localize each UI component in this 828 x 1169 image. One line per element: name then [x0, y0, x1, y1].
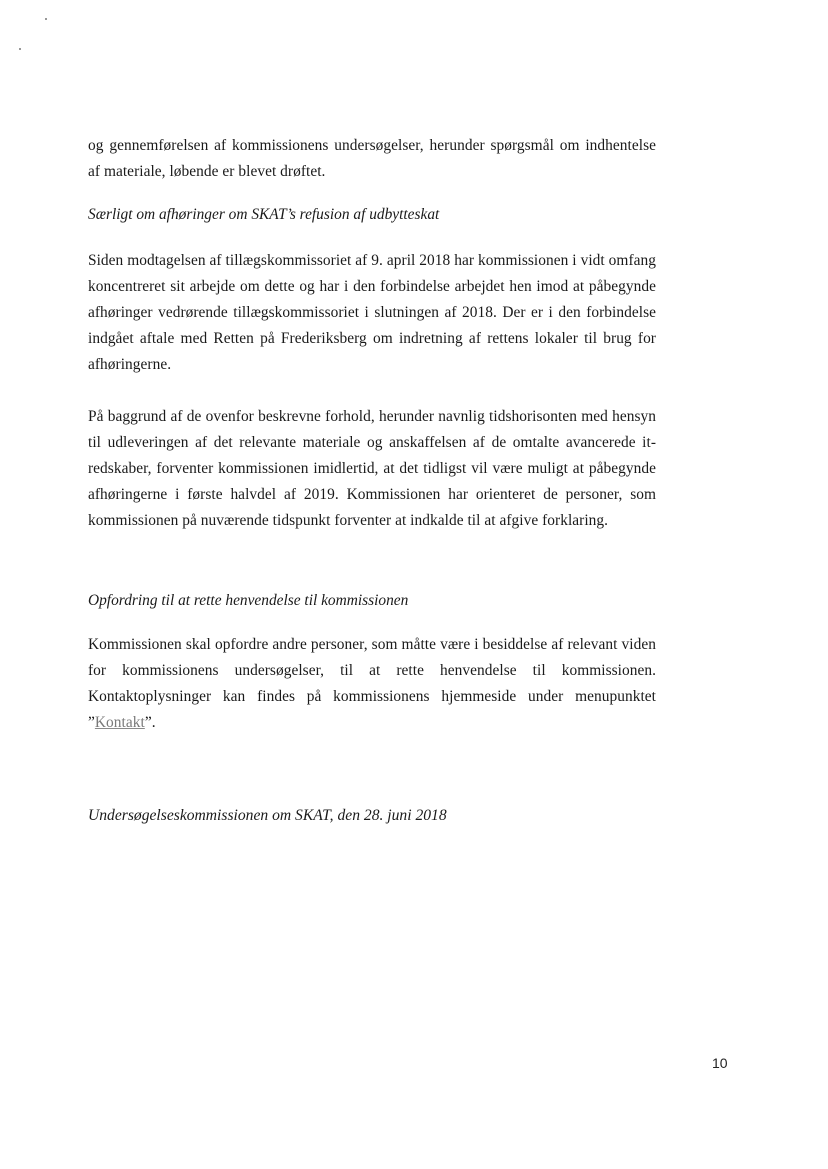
- section-heading-opfordring: Opfordring til at rette henvendelse til kommissionen: [88, 592, 409, 609]
- contact-link[interactable]: Kontakt: [94, 714, 145, 731]
- signature-line: Undersøgelseskommissionen om SKAT, den 28. juni 2018: [88, 807, 447, 824]
- paragraph-opfordring: [88, 632, 656, 736]
- paragraph-continued: og gennemførelsen af kommissionens undersøgelser, herunder spørgsmål om indhentelse af materiale, løbende er blevet drøftet.: [88, 137, 656, 180]
- page-number: 10: [712, 1055, 728, 1071]
- paragraph-tillaegskommissorium: Siden modtagelsen af tillægskommissoriet af 9. april 2018 har kommissionen i vidt omfang koncentreret sit arbejde om dette og har i den forbindelse arbejdet hen imod at påbegynde afhøringer vedrørende tillægskommissoriet i slutningen af 2018. Der er i den forbindelse indgået aftale med Retten på Frederiksberg om indretning af rettens lokaler til brug for afhøringerne.: [88, 252, 656, 373]
- paragraph-opfordring-end: ”.: [144, 714, 156, 731]
- paragraph-opfordring-text: Kommissionen skal opfordre andre personer, som måtte være i besiddelse af relevant viden for kommissionens undersøgelser, til at rette henvendelse til kommissionen. Kontaktoplysninger kan findes på kommissionens hjemmeside under menupunktet ”: [88, 636, 656, 731]
- scan-speck: [19, 48, 21, 50]
- scan-speck: [45, 18, 47, 20]
- paragraph-tidshorisont: På baggrund af de ovenfor beskrevne forhold, herunder navnlig tidshorisonten med hensyn til udleveringen af det relevante materiale og anskaffelsen af de omtalte avancerede it-redskaber, forventer kommissionen imidlertid, at det tidligst vil være muligt at påbegynde afhøringerne i første halvdel af 2019. Kommissionen har orienteret de personer, som kommissionen på nuværende tidspunkt forventer at indkalde til at afgive forklaring.: [88, 408, 656, 529]
- section-heading-afhoeringer: Særligt om afhøringer om SKAT’s refusion af udbytteskat: [88, 206, 440, 223]
